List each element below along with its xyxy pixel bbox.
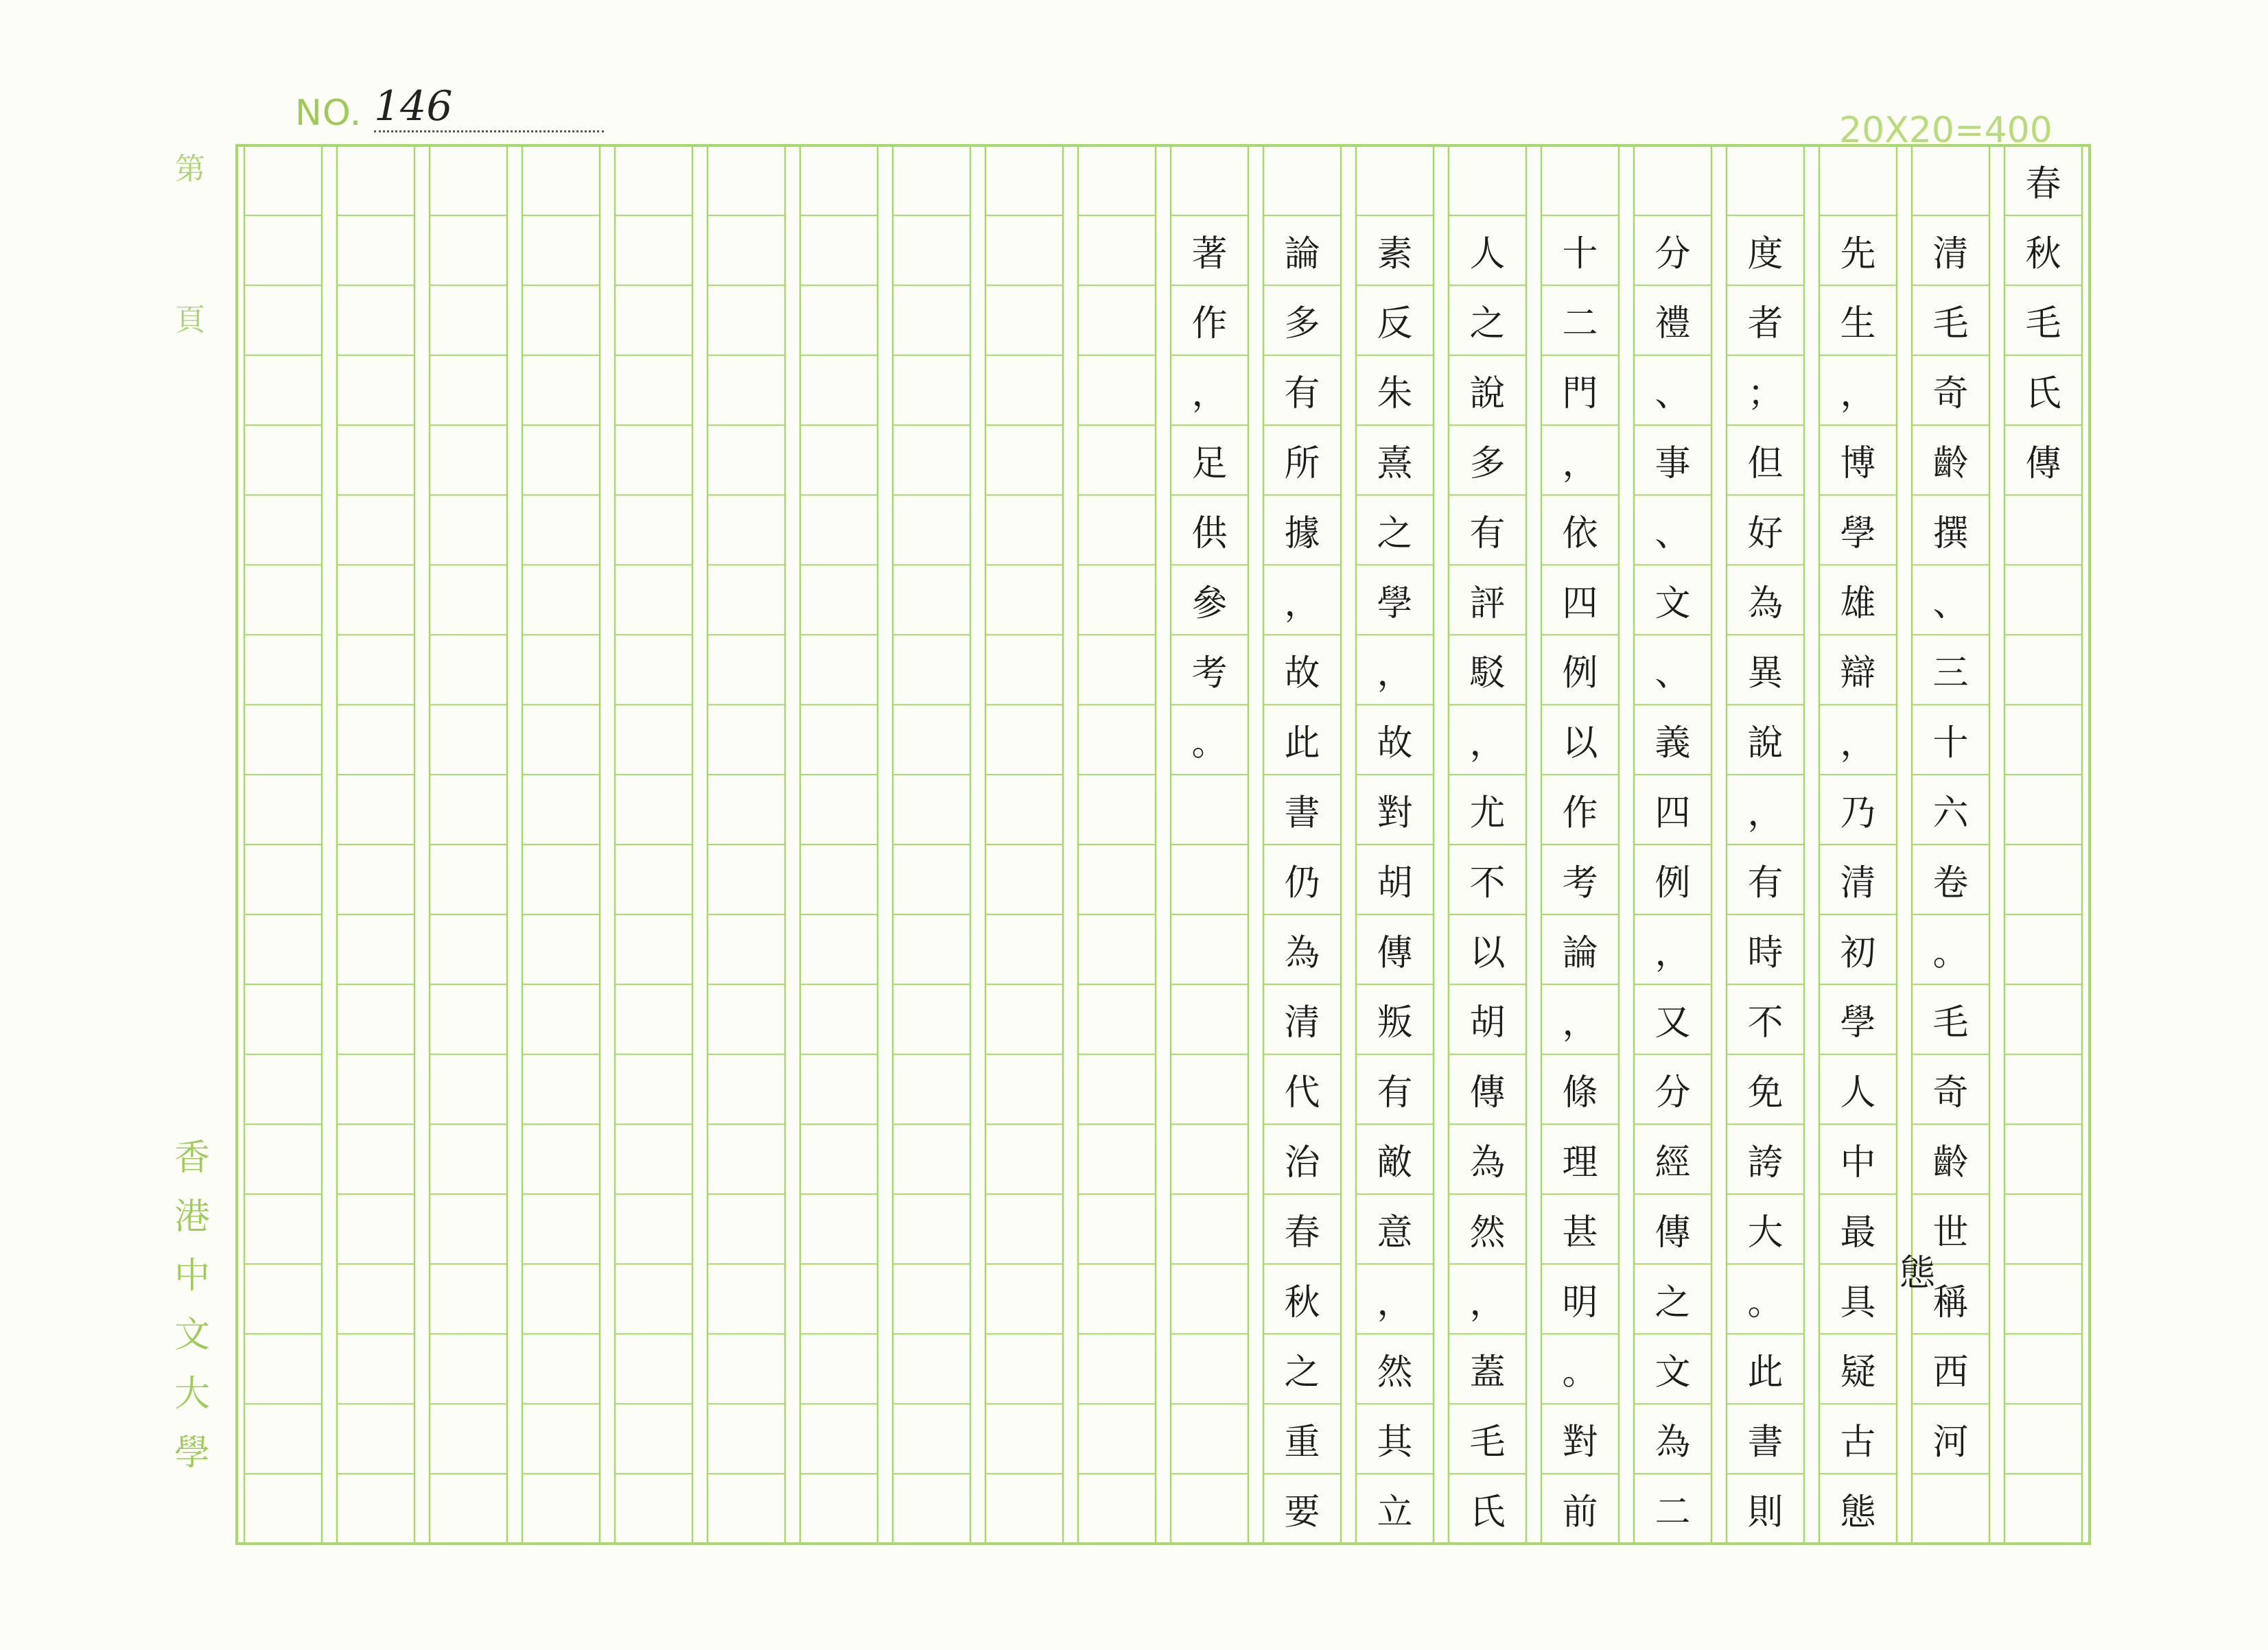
manuscript-char: 分 [1655,1072,1691,1114]
manuscript-char: 秋 [1284,1282,1320,1323]
manuscript-char: 評 [1469,582,1506,624]
margin-note: 態 [1899,1252,1936,1294]
manuscript-char: 辯 [1840,652,1876,694]
manuscript-char: 度 [1747,233,1784,275]
manuscript-char: 有 [1377,1072,1413,1114]
manuscript-char: 說 [1469,373,1506,415]
manuscript-char: 三 [1932,652,1969,694]
manuscript-char: 不 [1469,862,1506,904]
manuscript-char: 清 [1932,233,1969,275]
manuscript-char: 仍 [1284,862,1320,904]
page-suffix-label: 頁 [175,303,205,338]
manuscript-char: ， [1562,443,1598,484]
manuscript-char: 人 [1840,1072,1876,1114]
manuscript-char: 春 [1284,1212,1320,1253]
manuscript-char: 此 [1747,1352,1784,1393]
manuscript-char: 足 [1191,443,1228,484]
manuscript-char: 。 [1562,1352,1598,1393]
manuscript-char: 然 [1469,1212,1506,1253]
manuscript-char: 撰 [1932,512,1969,554]
manuscript-char: 態 [1840,1492,1876,1533]
number-label: NO. [295,93,362,134]
manuscript-char: 著 [1191,233,1228,275]
manuscript-char: 人 [1469,233,1506,275]
manuscript-char: 熹 [1377,443,1413,484]
manuscript-char: 先 [1840,233,1876,275]
manuscript-char: 、 [1655,512,1691,554]
manuscript-char: 大 [1747,1212,1784,1253]
handwritten-text [1191,163,2061,1533]
manuscript-char: 。 [1747,1282,1784,1323]
manuscript-char: 義 [1655,722,1691,764]
manuscript-char: 有 [1284,373,1320,415]
manuscript-char: 叛 [1377,1002,1413,1044]
page-number: 146 [374,82,604,132]
manuscript-char: ， [1284,582,1320,624]
manuscript-char: 免 [1747,1072,1784,1114]
manuscript-char: 。 [1191,722,1228,764]
manuscript-char: ； [1747,373,1784,415]
manuscript-char: 要 [1284,1492,1320,1533]
manuscript-char: ， [1562,1002,1598,1044]
manuscript-char: 齡 [1932,1142,1969,1183]
manuscript-char: 論 [1284,233,1320,275]
manuscript-char: 四 [1655,792,1691,834]
manuscript-char: 氏 [1469,1492,1506,1533]
manuscript-char: 傳 [1655,1212,1691,1253]
manuscript-char: 清 [1284,1002,1320,1044]
manuscript-char: 則 [1747,1492,1784,1533]
manuscript-char: 、 [1932,582,1969,624]
manuscript-char: 經 [1655,1142,1691,1183]
manuscript-char: 代 [1284,1072,1320,1114]
manuscript-char: 事 [1655,443,1691,484]
manuscript-char: 毛 [1469,1422,1506,1463]
manuscript-char: 具 [1840,1282,1876,1323]
manuscript-char: 駁 [1469,652,1506,694]
manuscript-char: 春 [2025,163,2061,205]
manuscript-char: 卷 [1932,862,1969,904]
manuscript-char: 理 [1562,1142,1598,1183]
grid-spec-label: 20X20=400 [1839,110,2053,151]
manuscript-char: 據 [1284,512,1320,554]
manuscript-char: 然 [1377,1352,1413,1393]
manuscript-char: ， [1655,932,1691,974]
manuscript-char: 奇 [1932,1072,1969,1114]
manuscript-char: 作 [1562,792,1598,834]
manuscript-char: ， [1747,792,1784,834]
manuscript-char: 門 [1562,373,1598,415]
manuscript-char: 例 [1562,652,1598,694]
manuscript-char: 之 [1469,303,1506,345]
manuscript-char: 乃 [1840,792,1876,834]
manuscript-char: 二 [1562,303,1598,345]
manuscript-char: 供 [1191,512,1228,554]
manuscript-char: 對 [1377,792,1413,834]
manuscript-char: 之 [1655,1282,1691,1323]
manuscript-char: 者 [1747,303,1784,345]
manuscript-char: 毛 [2025,303,2061,345]
manuscript-char: ， [1191,373,1228,415]
manuscript-char: 為 [1469,1142,1506,1183]
manuscript-char: 文 [1655,582,1691,624]
manuscript-char: 故 [1284,652,1320,694]
manuscript-char: 故 [1377,722,1413,764]
manuscript-char: 說 [1747,722,1784,764]
manuscript-char: ， [1469,1282,1506,1323]
manuscript-char: 以 [1469,932,1506,974]
manuscript-char: ， [1840,373,1876,415]
manuscript-char: 作 [1191,303,1228,345]
manuscript-char: ， [1377,1282,1413,1323]
manuscript-char: 又 [1655,1002,1691,1044]
manuscript-char: 尤 [1469,792,1506,834]
manuscript-char: 前 [1562,1492,1598,1533]
manuscript-char: 胡 [1377,862,1413,904]
manuscript-char: 二 [1655,1492,1691,1533]
manuscript-char: 、 [1655,652,1691,694]
manuscript-char: 多 [1284,303,1320,345]
manuscript-char: 以 [1562,722,1598,764]
manuscript-char: 禮 [1655,303,1691,345]
manuscript-char: 毛 [1932,303,1969,345]
manuscript-char: 西 [1932,1352,1969,1393]
manuscript-char: 為 [1747,582,1784,624]
manuscript-char: 古 [1840,1422,1876,1463]
manuscript-char: 對 [1562,1422,1598,1463]
manuscript-char: 稱 [1932,1282,1969,1323]
manuscript-char: 所 [1284,443,1320,484]
manuscript-char: 氏 [2025,373,2061,415]
manuscript-char: 治 [1284,1142,1320,1183]
manuscript-char: 重 [1284,1422,1320,1463]
manuscript-char: 考 [1191,652,1228,694]
manuscript-char: 例 [1655,862,1691,904]
manuscript-char: 疑 [1840,1352,1876,1393]
page-prefix-label: 第 [175,152,205,187]
manuscript-char: 立 [1377,1492,1413,1533]
manuscript-char: 此 [1284,722,1320,764]
manuscript-char: 蓋 [1469,1352,1506,1393]
manuscript-char: 條 [1562,1072,1598,1114]
manuscript-char: 時 [1747,932,1784,974]
manuscript-char: 分 [1655,233,1691,275]
manuscript-char: 書 [1747,1422,1784,1463]
manuscript-char: 世 [1932,1212,1969,1253]
manuscript-char: 奇 [1932,373,1969,415]
manuscript-char: 好 [1747,512,1784,554]
manuscript-char: 初 [1840,932,1876,974]
manuscript-char: 有 [1747,862,1784,904]
manuscript-char: 齡 [1932,443,1969,484]
manuscript-char: 為 [1284,932,1320,974]
manuscript-char: 異 [1747,652,1784,694]
manuscript-char: 其 [1377,1422,1413,1463]
manuscript-char: 論 [1562,932,1598,974]
manuscript-char: ， [1469,722,1506,764]
manuscript-char: 考 [1562,862,1598,904]
manuscript-char: 甚 [1562,1212,1598,1253]
manuscript-char: 依 [1562,512,1598,554]
manuscript-char: 生 [1840,303,1876,345]
manuscript-char: 之 [1377,512,1413,554]
manuscript-char: 明 [1562,1282,1598,1323]
manuscript-char: 傳 [2025,443,2061,484]
manuscript-char: 中 [1840,1142,1876,1183]
manuscript-char: ， [1840,722,1876,764]
manuscript-char: 博 [1840,443,1876,484]
manuscript-char: 六 [1932,792,1969,834]
manuscript-char: 誇 [1747,1142,1784,1183]
manuscript-char: 學 [1377,582,1413,624]
manuscript-char: 胡 [1469,1002,1506,1044]
manuscript-char: 但 [1747,443,1784,484]
manuscript-char: 清 [1840,862,1876,904]
manuscript-char: 四 [1562,582,1598,624]
manuscript-char: 反 [1377,303,1413,345]
manuscript-char: 學 [1840,1002,1876,1044]
manuscript-char: 十 [1562,233,1598,275]
manuscript-char: 毛 [1932,1002,1969,1044]
manuscript-char: 書 [1284,792,1320,834]
grid-lines [237,145,2090,1544]
manuscript-char: 秋 [2025,233,2061,275]
university-name: 香港中文大學 [174,1138,210,1474]
manuscript-char: 。 [1932,932,1969,974]
manuscript-char: 意 [1377,1212,1413,1253]
manuscript-char: 參 [1191,582,1228,624]
manuscript-char: ， [1377,652,1413,694]
manuscript-char: 十 [1932,722,1969,764]
manuscript-char: 學 [1840,512,1876,554]
manuscript-char: 敵 [1377,1142,1413,1183]
manuscript-char: 最 [1840,1212,1876,1253]
manuscript-char: 文 [1655,1352,1691,1393]
manuscript-char: 有 [1469,512,1506,554]
manuscript-char: 多 [1469,443,1506,484]
manuscript-char: 朱 [1377,373,1413,415]
manuscript-char: 傳 [1469,1072,1506,1114]
manuscript-char: 雄 [1840,582,1876,624]
manuscript-char: 為 [1655,1422,1691,1463]
manuscript-char: 不 [1747,1002,1784,1044]
manuscript-char: 傳 [1377,932,1413,974]
manuscript-char: 之 [1284,1352,1320,1393]
manuscript-char: 河 [1932,1422,1969,1463]
manuscript-char: 素 [1377,233,1413,275]
manuscript-char: 、 [1655,373,1691,415]
